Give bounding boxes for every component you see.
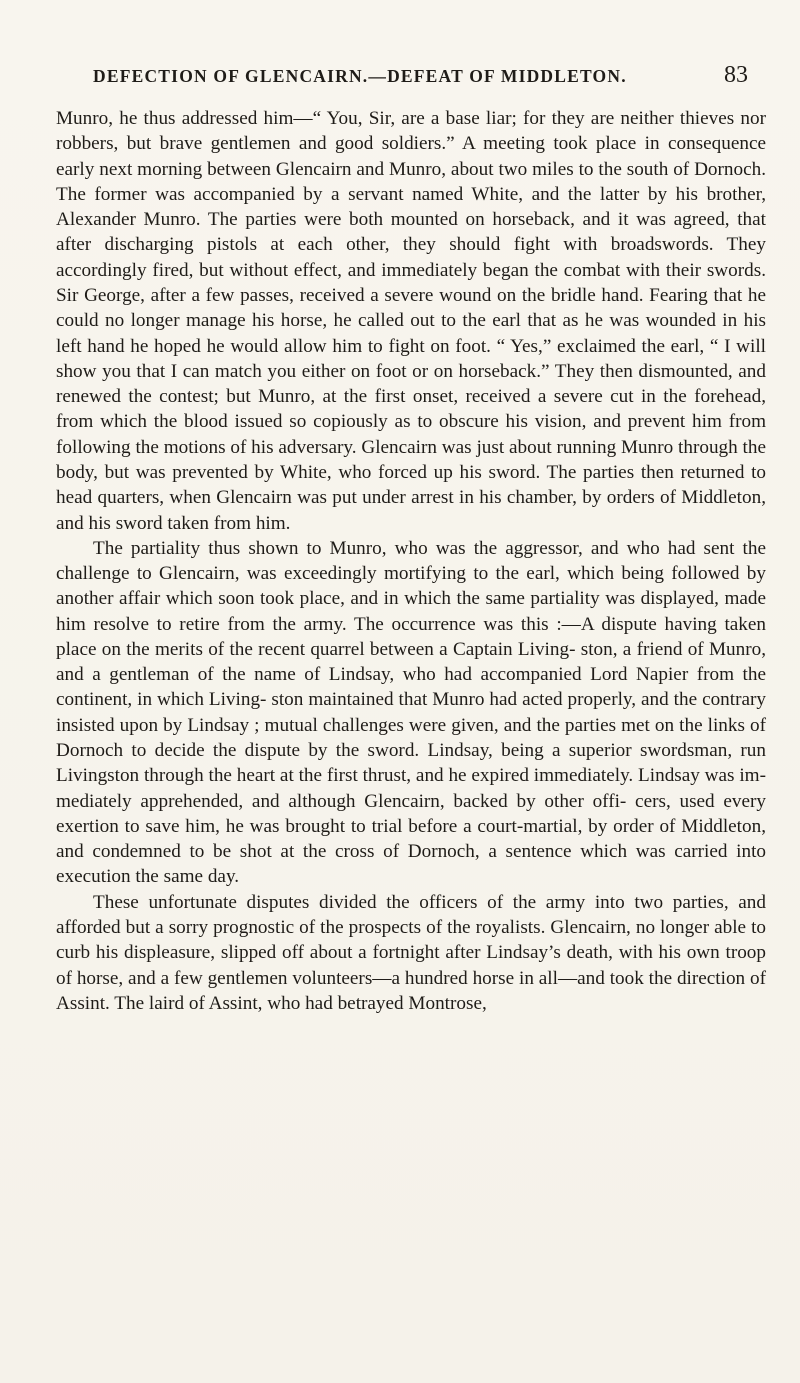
body-text [56,106,766,1016]
paragraph-2: The partiality thus shown to Munro, who was the aggressor, and who had sent the challenge to Glencairn, was exceedingly mortifying to the earl, which being followed by another affair which soon took place, and in which the same partiality was displayed, made him resolve to retire from the army. The occurrence was this :—A dispute having taken place on the merits of the recent quarrel between a Captain Living- ston, a friend of Munro, and a gentleman of the name of Lindsay, who had accompanied Lord Napier from the continent, in which Living- ston maintained that Munro had acted properly, and the contrary insisted upon by Lindsay ; mutual challenges were given, and the parties met on the links of Dornoch to decide the dispute by the sword. Lindsay, being a superior swordsman, run Livingston through the heart at the first thrust, and he expired immediately. Lindsay was im- mediately apprehended, and although Glencairn, backed by other offi- cers, used every exertion to save him, he was brought to trial before a court-martial, by order of Middleton, and condemned to be shot at the cross of Dornoch, a sentence which was carried into execution the same day. [56,537,766,888]
paragraph-3: These unfortunate disputes divided the officers of the army into two parties, and afforded but a sorry prognostic of the prospects of the royalists. Glencairn, no longer able to curb his displeasure, slipped off about a fortnight after Lindsay’s death, with his own troop of horse, and a few gentlemen volunteers—a hundred horse in all—and took the direction of Assint. The laird of Assint, who had betrayed Montrose, [56,891,766,1014]
running-head: DEFECTION OF GLENCAIRN.—DEFEAT OF MIDDLETON. [93,66,627,86]
page-header [93,62,748,94]
paragraph-1: Munro, he thus addressed him—“ You, Sir, are a base liar; for they are neither thieves nor robbers, but brave gentlemen and good soldiers.” A meeting took place in consequence early next morning between Glencairn and Munro, about two miles to the south of Dornoch. The former was accompanied by a servant named White, and the latter by his brother, Alexander Munro. The parties were both mounted on horseback, and it was agreed, that after discharging pistols at each other, they should fight with broadswords. They accordingly fired, but without effect, and immediately began the combat with their swords. Sir George, after a few passes, received a severe wound on the bridle hand. Fearing that he could no longer manage his horse, he called out to the earl that as he was wounded in his left hand he hoped he would allow him to fight on foot. “ Yes,” exclaimed the earl, “ I will show you that I can match you either on foot or on horseback.” They then dismounted, and renewed the contest; but Munro, at the first onset, received a severe cut in the forehead, from which the blood issued so copiously as to obscure his vision, and prevent him from following the motions of his adversary. Glencairn was just about running Munro through the body, but was prevented by White, who forced up his sword. The parties then returned to head quarters, when Glencairn was put under arrest in his chamber, by orders of Middleton, and his sword taken from him. [56,108,766,534]
page-number: 83 [724,62,748,88]
